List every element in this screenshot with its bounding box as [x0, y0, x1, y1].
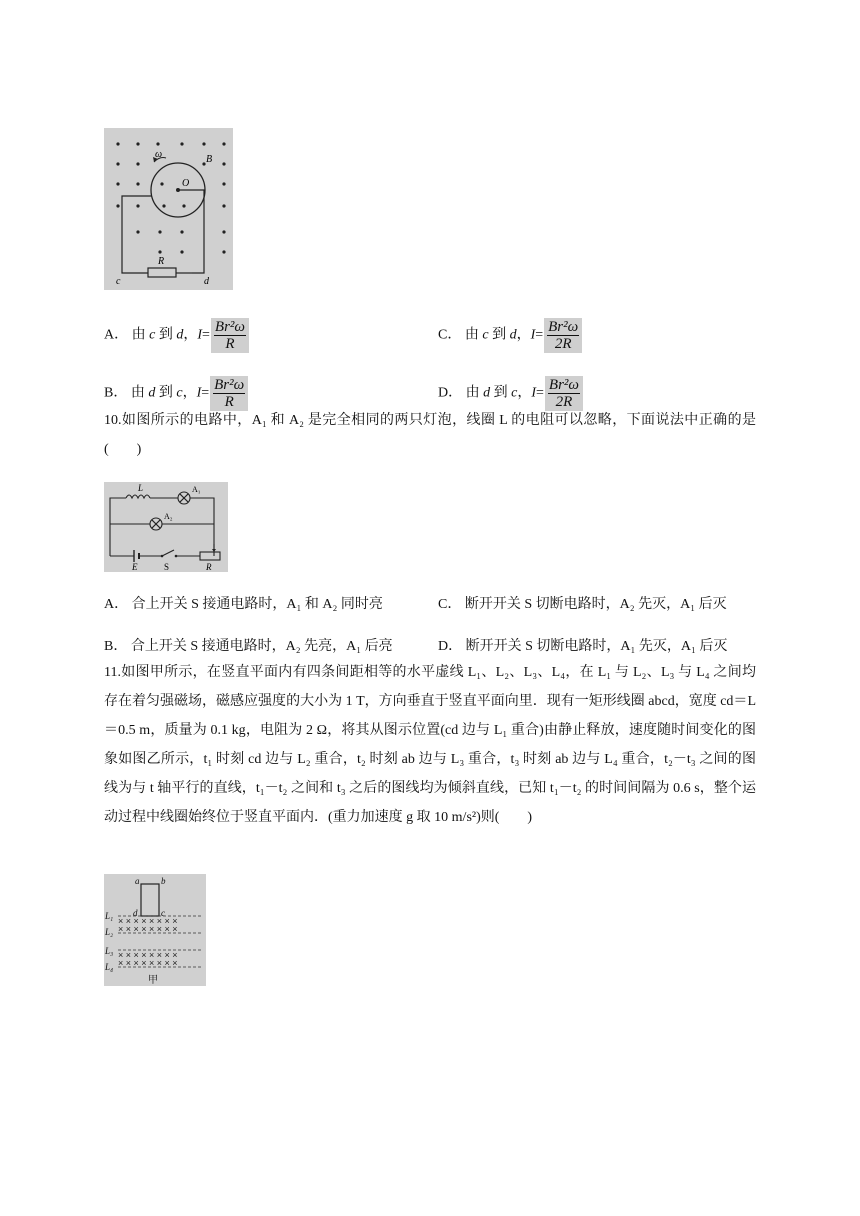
label-B: B	[206, 154, 213, 165]
numerator: Br²ω	[548, 319, 579, 335]
q9-option-a[interactable]	[104, 318, 249, 353]
q9-circuit-diagram	[104, 128, 233, 290]
label-R: R	[206, 562, 212, 572]
label-c: c	[116, 276, 121, 287]
label-d: d	[133, 908, 138, 918]
q11-stem: 11.如图甲所示，在竖直平面内有四条间距相等的水平虚线 L₁、L₂、L₃、L₄，在 L₁ 与 L₂、L₃ 与 L₄ 之间均存在着匀强磁场，磁感应强度的大小为 1 T，方向垂直于竖直平面向里．现有一矩形线圈 abcd，宽度 cd＝L＝0.5 m，质量为 0.1 kg，电阻为 2 Ω，将其从图示位置(cd 边与 L₁ 重合)由静止释放，速度随时间变化的图象如图乙所示，t₁ 时刻 cd 边与 L₂ 重合，t₂ 时刻 ab 边与 L₃ 重合，t₃ 时刻 ab 边与 L₄ 重合，t₂－t₃ 之间的图线为与 t 轴平行的直线，t₁－t₂ 之间和 t₃ 之后的图线均为倾斜直线，已知 t₁－t₂ 的时间间隔为 0.6 s，整个运动过程中线圈始终位于竖直平面内．(重力加速度 g 取 10 m/s²)则( )	[104, 665, 756, 825]
option-text: A． 由	[104, 327, 150, 343]
point-label: c	[511, 385, 518, 401]
label-L1: L₁	[105, 911, 114, 921]
label-L4: L₄	[105, 962, 114, 972]
equals-sign: =	[536, 385, 544, 401]
denominator: 2R	[554, 336, 572, 352]
option-text: 到	[488, 327, 510, 343]
label-d: d	[204, 276, 209, 287]
label-a: a	[135, 876, 140, 886]
option-text: D． 由	[438, 385, 484, 401]
option-text: 到	[155, 327, 177, 343]
point-label: d	[509, 327, 517, 343]
point-label: c	[149, 327, 156, 343]
point-label: d	[148, 385, 156, 401]
label-R: R	[158, 256, 165, 267]
option-text: 到	[490, 385, 512, 401]
q10-option-a[interactable]: A． 合上开关 S 接通电路时，A₁ 和 A₂ 同时亮	[104, 597, 383, 612]
q10-figure	[104, 482, 228, 572]
inductor-coil	[126, 495, 150, 498]
option-text: 到	[155, 385, 177, 401]
current-symbol: I	[196, 385, 202, 401]
label-b: b	[161, 876, 166, 886]
label-E: E	[132, 562, 138, 572]
equals-sign: =	[201, 385, 210, 401]
numerator: Br²ω	[214, 319, 246, 335]
q10-circuit-diagram	[104, 482, 228, 572]
q10-option-c[interactable]: C． 断开开关 S 切断电路时，A₂ 先灭，A₁ 后灭	[438, 597, 727, 612]
label-c: c	[161, 908, 165, 918]
point-label: c	[176, 385, 183, 401]
point-label: c	[482, 327, 489, 343]
point-label: d	[483, 385, 491, 401]
option-text: ，	[183, 327, 198, 343]
label-L3: L₃	[105, 946, 114, 956]
label-L: L	[138, 483, 144, 493]
numerator: Br²ω	[548, 377, 580, 393]
rectangular-coil	[141, 884, 159, 916]
equals-sign: =	[535, 327, 544, 343]
option-text: ，	[516, 327, 531, 343]
field-crosses-row: × × × × × × × ×	[118, 916, 178, 926]
current-symbol: I	[531, 385, 537, 401]
numerator: Br²ω	[214, 377, 245, 393]
option-text: C． 由	[438, 327, 483, 343]
denominator: R	[224, 394, 234, 410]
option-text: B． 由	[104, 385, 149, 401]
current-symbol: I	[197, 327, 203, 343]
equals-sign: =	[202, 327, 210, 343]
current-symbol: I	[530, 327, 536, 343]
q10-stem: 10.如图所示的电路中，A₁ 和 A₂ 是完全相同的两只灯泡，线圈 L 的电阻可以忽略，下面说法中正确的是( )	[104, 413, 756, 457]
label-omega: ω	[155, 149, 163, 160]
denominator: R	[225, 336, 235, 352]
field-crosses-row: × × × × × × × ×	[118, 958, 178, 968]
field-crosses-row: × × × × × × × ×	[118, 924, 178, 934]
resistor-R	[148, 268, 176, 277]
point-label: d	[176, 327, 184, 343]
label-A2: A₂	[164, 512, 173, 521]
label-L2: L₂	[105, 927, 114, 937]
option-text: ，	[182, 385, 197, 401]
figure-caption: 甲	[148, 975, 158, 986]
q10-option-d[interactable]: D． 断开开关 S 切断电路时，A₁ 先灭，A₁ 后灭	[438, 639, 728, 654]
field-crosses-row: × × × × × × × ×	[118, 950, 178, 960]
q10-option-b[interactable]: B． 合上开关 S 接通电路时，A₂ 先亮，A₁ 后亮	[104, 639, 393, 654]
formula-fraction	[211, 318, 249, 353]
label-A1: A₁	[192, 485, 201, 494]
q9-option-c[interactable]	[438, 318, 582, 353]
label-O: O	[182, 178, 190, 189]
q11-figure	[104, 874, 206, 986]
denominator: 2R	[555, 394, 573, 410]
q9-figure	[104, 128, 233, 290]
q11-magnetic-field-diagram	[104, 874, 206, 986]
label-S: S	[164, 562, 170, 572]
formula-fraction	[544, 318, 582, 353]
option-text: ，	[517, 385, 532, 401]
